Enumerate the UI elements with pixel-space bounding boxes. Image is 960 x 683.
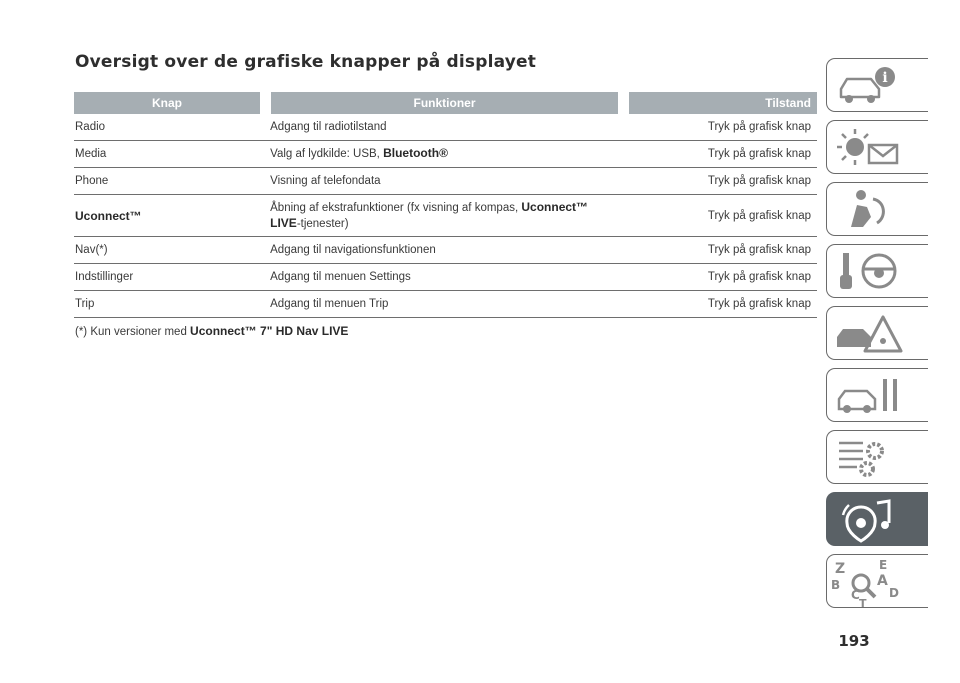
svg-text:B: B [831, 578, 841, 592]
svg-text:A: A [877, 573, 888, 589]
svg-text:T: T [859, 597, 867, 609]
warning-lights-envelope-icon [827, 121, 928, 174]
footnote: (*) Kun versioner med Uconnect™ 7" HD Nav LIVE [75, 324, 349, 338]
car-breakdown-warning-icon [827, 307, 928, 360]
page-title: Oversigt over de grafiske knapper på displayet [75, 52, 537, 72]
cell-tilstand: Tryk på grafisk knap [707, 209, 811, 222]
header-knap: Knap [74, 92, 260, 114]
tab-index[interactable] [826, 554, 928, 608]
cell-knap: Indstillinger [75, 271, 134, 283]
cell-knap: Uconnect™ [75, 208, 142, 223]
table-row [74, 114, 817, 141]
svg-text:Z: Z [835, 561, 846, 577]
table-row [74, 141, 817, 168]
tab-safety[interactable] [826, 182, 928, 236]
cell-knap: Phone [75, 175, 109, 187]
table-row [74, 195, 817, 237]
svg-text:C: C [851, 588, 860, 602]
svg-text:i: i [882, 70, 888, 86]
cell-knap: Media [75, 148, 107, 160]
table-row [74, 291, 817, 318]
header-tilstand: Tilstand [629, 92, 817, 114]
table-row [74, 168, 817, 195]
table-row [74, 264, 817, 291]
technical-data-gear-icon [827, 431, 928, 484]
cell-knap: Radio [75, 121, 106, 133]
seat-airbag-icon [827, 183, 928, 236]
cell-tilstand: Tryk på grafisk knap [707, 271, 811, 283]
table-header [74, 92, 817, 114]
table-row [74, 237, 817, 264]
cell-funktion: Adgang til radiotilstand [270, 120, 387, 133]
cell-knap: Nav(*) [75, 244, 108, 256]
cell-funktion: Åbning af ekstrafunktioner (fx visning af kompas, Uconnect™ LIVE-tjenester) [270, 199, 589, 230]
svg-text:E: E [879, 558, 888, 572]
tab-technical-data[interactable] [826, 430, 928, 484]
cell-funktion: Adgang til navigationsfunktionen [270, 243, 436, 256]
cell-tilstand: Tryk på grafisk knap [707, 244, 811, 256]
cell-tilstand: Tryk på grafisk knap [707, 148, 811, 160]
cell-tilstand: Tryk på grafisk knap [707, 175, 811, 187]
cell-funktion: Adgang til menuen Trip [270, 297, 389, 310]
tab-emergency[interactable] [826, 306, 928, 360]
cell-funktion: Adgang til menuen Settings [270, 270, 411, 283]
header-funktioner: Funktioner [271, 92, 618, 114]
tab-car-info[interactable] [826, 58, 928, 112]
car-info-icon [827, 59, 928, 112]
cell-tilstand: Tryk på grafisk knap [707, 121, 811, 133]
cell-tilstand: Tryk på grafisk knap [707, 298, 811, 310]
cell-funktion: Visning af telefondata [270, 174, 381, 187]
cell-knap: Trip [75, 298, 95, 310]
svg-text:D: D [889, 586, 899, 600]
tab-starting[interactable] [826, 244, 928, 298]
tab-multimedia[interactable] [826, 492, 928, 546]
tab-warning-lights[interactable] [826, 120, 928, 174]
car-maintenance-tools-icon [827, 369, 928, 422]
page-number: 193 [838, 632, 870, 650]
index-alphabet-magnifier-icon [827, 555, 928, 608]
tab-maintenance[interactable] [826, 368, 928, 422]
button-overview-table [74, 92, 817, 318]
cell-funktion: Valg af lydkilde: USB, Bluetooth® [270, 146, 448, 160]
multimedia-location-music-icon [827, 493, 928, 546]
key-steering-wheel-icon [827, 245, 928, 298]
chapter-tabs [826, 58, 930, 616]
